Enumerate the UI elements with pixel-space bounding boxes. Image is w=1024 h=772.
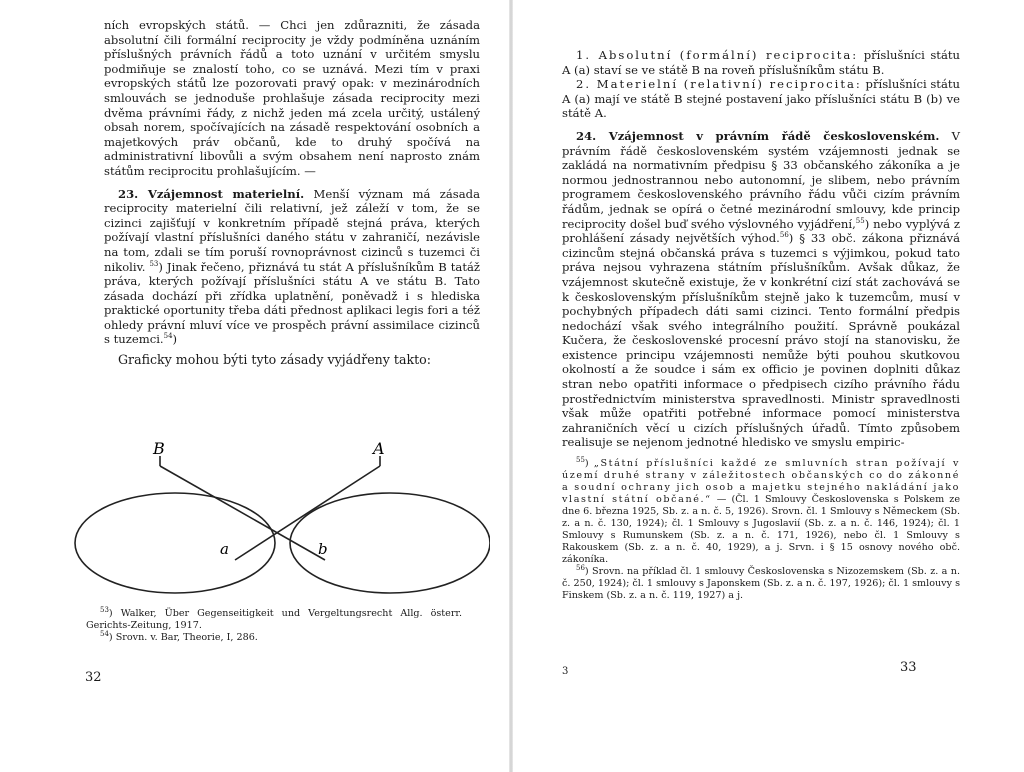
left-page <box>0 0 510 772</box>
line-A-to-a <box>235 466 380 560</box>
footnote-55: $^{55}$) „Státní příslušníci každé ze smluvních stran požívají v území druhé strany v záležitostech občanských co do zákonné a soudní ochrany jich osob a majetku stejného nakládání jako vlastní státní občané.“ — (Čl. 1 Smlouvy Československa s Polskem ze dne 6. března 1925, Sb. z. a n. č. 5, 1926). Srovn. čl. 1 Smlouvy s Německem (Sb. z. a n. č. 130, 1924); čl. 1 Smlouvy s Jugoslavií (Sb. z. a n. č. 146, 1924); čl. 1 Smlouvy s Rumunskem (Sb. z. a n. č. 171, 1926), nebo čl. 1 Smlouvy s Rakouskem (Sb. z. a n. č. 40, 1929), a j. Srvn. i § 15 osnovy nového obč. zákoníka. <box>562 455 960 566</box>
signature-mark: 3 <box>562 666 569 677</box>
right-text-column <box>562 48 960 602</box>
label-B: B <box>153 439 165 458</box>
footnote-56: $^{56}$) Srovn. na příklad čl. 1 smlouvy Československa s Nizozemskem (Sb. z. a n. č. 250, 1924); čl. 1 smlouvy s Japonskem (Sb. z. a n. č. 197, 1926); čl. 1 smlouvy s Finskem (Sb. z. a n. č. 119, 1927) a j. <box>562 563 960 602</box>
right-footnotes <box>562 455 960 602</box>
paragraph-section-23: 23. Vzájemnost materielní. Menší význam má zásada reciprocity materielní čili relativní, jež záleží v tom, že se cizinci zajišťují v konkretním případě stejná práva, kterých požívají vlastní příslušníci daného státu v zahraničí, nezávisle na tom, zdali se tím poruší rovnoprávnost cizinců s tuzemci či nikoliv. $^{53}$) Jinak řečeno, přiznává tu stát A příslušníkům B tatáž práva, kterých požívají příslušníci státu A ve státu B. Tato zásada dochází při zřídka uplatnění, poněvadž i s hlediska praktické oportunity třeba dáti přednost aplikaci legis fori a též ohledy právní mluví více ve prospěch právní assimilace cizinců s tuzemci.$^{54}$) <box>104 186 481 347</box>
section-23-text: Menší význam má zásada reciprocity materielní čili relativní, jež záleží v tom, že se cizinci zajišťují v konkretním případě stejná práva, kterých požívají vlastní příslušníci daného státu v zahraničí, nezávisle na tom, zdali se tím poruší rovnoprávnost cizinců s tuzemci či nikoliv. <box>104 186 480 274</box>
label-A: A <box>373 439 385 458</box>
section-23-heading: 23. Vzájemnost materielní. <box>118 186 305 201</box>
footnote-ref-55[interactable]: 55 <box>855 216 865 225</box>
item-material-reciprocity: 2. Materielní (relativní) reciprocita: příslušníci státu A (a) mají ve státě B stejné postavení jako příslušníci státu B (b) ve státě A. <box>562 77 960 121</box>
footnote-ref-56[interactable]: 56 <box>779 231 789 240</box>
left-footnotes <box>86 605 463 644</box>
page-number-left: 32 <box>85 670 102 685</box>
section-24-heading: 24. Vzájemnost v právním řádě československém. <box>576 128 940 143</box>
paragraph-reciprocity-intro: ních evropských států. — Chci jen zdůrazniti, že zásada absolutní čili formální reciprocity je vždy podmíněna uznáním příslušných právních řádů a toto uznání v určitém smyslu podmiňuje se znalostí toho, co se uznává. Mezi tím v praxi evropských států lze pozorovati pravý opak: v mezinárodních smlouvách se jednoduše prohlašuje zásada reciprocity mezi dvěma právními řády, z nichž jeden má zcela určitý, ustálený obsah norem, spočívajících na zásadě respektování osobních a majetkových práv občanů, kde to druhý spočívá na administrativní libovůli a svým obsahem není naprosto znám státům reciprocitu prohlašujícím. — <box>104 18 480 178</box>
section-23-text-cont: Jinak řečeno, přiznává tu stát A příslušníkům B tatáž práva, kterých požívají příslušníci státu A ve státu B. Tato zásada dochází při zřídka uplatnění, poněvadž i s hlediska praktické oportunity třeba dáti přednost aplikaci legis fori a též ohledy právní mluví více ve prospěch právní assimilace cizinců s tuzemci. <box>104 259 481 347</box>
label-a: a <box>220 540 229 558</box>
left-text-column <box>104 18 480 368</box>
diagram-svg <box>70 438 490 598</box>
page-number-right: 33 <box>900 660 917 675</box>
paragraph-section-24: 24. Vzájemnost v právním řádě československém. V právním řádě československém systém vzájemnosti jednak se zakládá na normativním předpisu § 33 občanského zákoníka a je normou jednostrannou nebo autonomní, je slibem, nebo právním programem československého právního řádu vůči cizím právním řádům, jednak se opírá o četné mezinárodní smlouvy, kde princip reciprocity došel buď svého výslovného vyjádření,$^{55}$) nebo vyplývá z prohlášení zásady největších výhod.$^{56}$) § 33 obč. zákona přiznává cizincům stejná občanská práva s tuzemci s výjimkou, pokud tato práva nejsou vyhrazena státním příslušníkům. Avšak důkaz, že vzájemnost skutečně existuje, že v konkrétní cizí stát zachovává se k československým příslušníkům stejně jako k tuzemcům, musí v pochybných případech dáti sami cizinci. Tento formální předpis nedochází však svého integrálního použití. Správně poukázal Kučera, že československé procesní právo stojí na stanovisku, že existence principu vzájemnosti nemůže býti pouhou skutkovou okolností a že soudce i sám ex officio je povinen doplniti důkaz stran nebo opatřiti informace o předpisech cizího právního řádu prostřednictvím ministerstva spravedlnosti. Ministr spravedlnosti však může opatřiti potřebné informace pomocí ministerstva zahraničních věcí u cizích příslušných úřadů. Tímto způsobem realisuje se nejenom jednotné hledisko ve smyslu empiric- <box>562 128 961 450</box>
line-B-to-b <box>160 466 325 560</box>
footnote-53: $^{53}$) Walker, Über Gegenseitigkeit und Vergeltungsrecht Allg. österr. Gerichts-Zeitung, 1917. <box>86 605 463 631</box>
figure-caption: Graficky mohou býti tyto zásady vyjádřeny takto: <box>118 352 431 368</box>
footnote-ref-53[interactable]: 53 <box>149 259 159 268</box>
footnote-ref-54[interactable]: 54 <box>163 332 173 341</box>
item-absolute-reciprocity: 1. Absolutní (formální) reciprocita: příslušníci státu A (a) staví se ve státě B na roveň příslušníkům státu B. <box>562 48 960 77</box>
label-b: b <box>318 540 328 558</box>
reciprocity-diagram <box>70 438 490 598</box>
state-A-ellipse <box>75 493 275 593</box>
right-page <box>512 0 1024 772</box>
footnote-54: $^{54}$) Srovn. v. Bar, Theorie, I, 286. <box>100 629 258 643</box>
